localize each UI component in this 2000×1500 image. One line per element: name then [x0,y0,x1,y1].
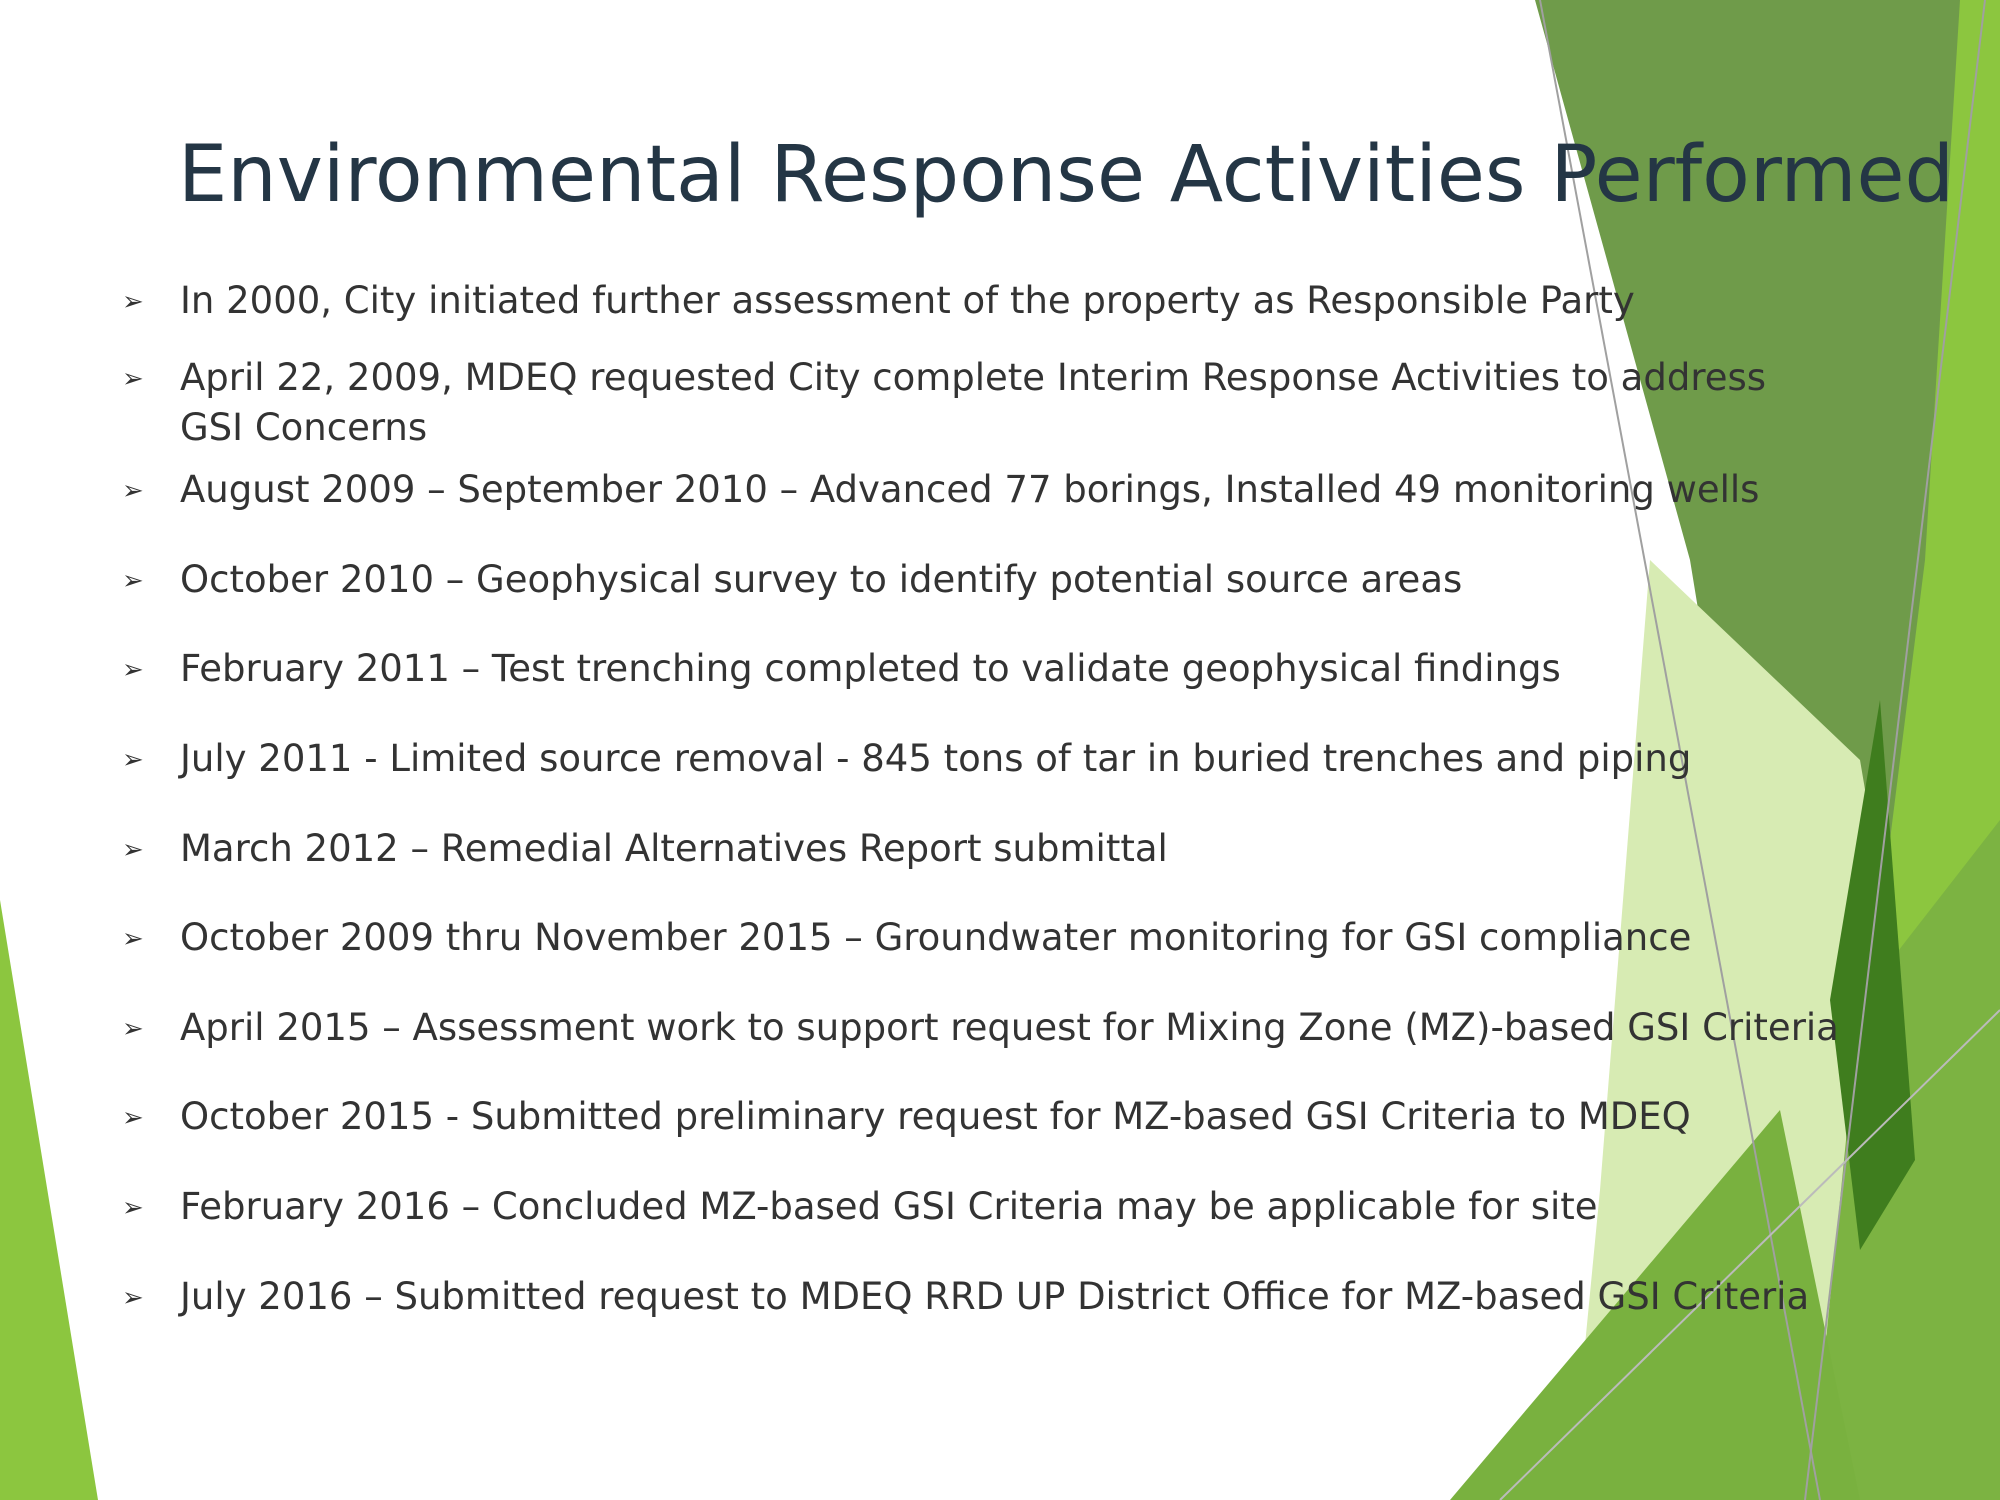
list-item-text: In 2000, City initiated further assessment of the property as Responsible Party [180,279,1635,322]
list-item-text: July 2016 – Submitted request to MDEQ RRD UP District Office for MZ-based GSI Criteria [180,1275,1810,1318]
arrow-bullet-icon: ➢ [122,745,144,775]
list-item [122,1182,1882,1232]
list-item [122,734,1882,784]
list-item [122,276,1882,326]
arrow-bullet-icon: ➢ [122,924,144,954]
arrow-bullet-icon: ➢ [122,655,144,685]
list-item-text: February 2011 – Test trenching completed to validate geophysical findings [180,647,1561,690]
list-item-text: October 2015 - Submitted preliminary request for MZ-based GSI Criteria to MDEQ [180,1095,1691,1138]
list-item [122,1092,1882,1142]
list-item [122,465,1882,515]
arrow-bullet-icon: ➢ [122,364,144,394]
list-item-text: April 2015 – Assessment work to support request for Mixing Zone (MZ)-based GSI Criteria [180,1006,1839,1049]
list-item-text: March 2012 – Remedial Alternatives Report submittal [180,827,1168,870]
list-item [122,1003,1882,1053]
list-item-text: April 22, 2009, MDEQ requested City complete Interim Response Activities to address GSI Concerns [180,356,1767,449]
list-item [122,353,1882,453]
list-item [122,644,1882,694]
list-item [122,913,1882,963]
arrow-bullet-icon: ➢ [122,566,144,596]
list-item [122,555,1882,605]
list-item-text: August 2009 – September 2010 – Advanced 77 borings, Installed 49 monitoring wells [180,468,1760,511]
list-item-text: October 2009 thru November 2015 – Groundwater monitoring for GSI compliance [180,916,1692,959]
arrow-bullet-icon: ➢ [122,1014,144,1044]
arrow-bullet-icon: ➢ [122,1193,144,1223]
arrow-bullet-icon: ➢ [122,1283,144,1313]
arrow-bullet-icon: ➢ [122,287,144,317]
list-item-text: October 2010 – Geophysical survey to identify potential source areas [180,558,1463,601]
list-item [122,824,1882,874]
list-item-text: February 2016 – Concluded MZ-based GSI Criteria may be applicable for site [180,1185,1598,1228]
list-item [122,1272,1882,1322]
slide-title: Environmental Response Activities Performed [178,130,1955,220]
list-item-text: July 2011 - Limited source removal - 845 tons of tar in buried trenches and piping [180,737,1692,780]
arrow-bullet-icon: ➢ [122,476,144,506]
arrow-bullet-icon: ➢ [122,835,144,865]
arrow-bullet-icon: ➢ [122,1103,144,1133]
